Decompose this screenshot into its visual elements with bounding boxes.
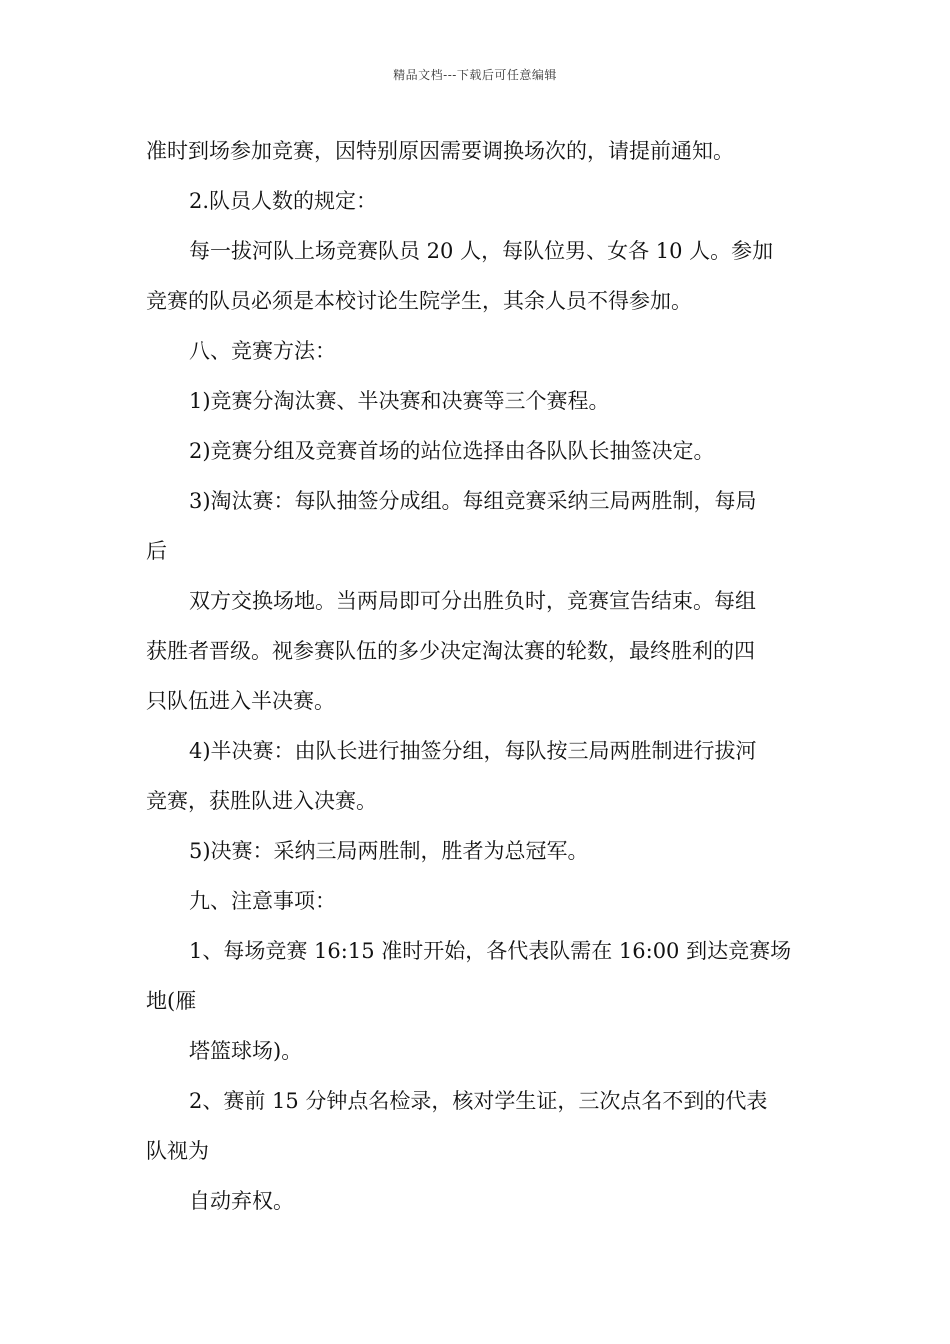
text-line: 竞赛，获胜队进入决赛。: [146, 789, 377, 813]
text-line: 后: [146, 539, 167, 563]
page-header: 精品文档---下载后可任意编辑: [393, 68, 557, 82]
text-line: 只队伍进入半决赛。: [146, 689, 335, 713]
text-line: 每一拔河队上场竞赛队员 20 人，每队位男、女各 10 人。参加: [189, 239, 774, 263]
text-line: 2)竞赛分组及竞赛首场的站位选择由各队队长抽签决定。: [189, 439, 715, 463]
text-line: 2、赛前 15 分钟点名检录，核对学生证，三次点名不到的代表: [189, 1089, 768, 1113]
text-line: 塔篮球场)。: [189, 1039, 303, 1063]
section-heading: 九、注意事项：: [189, 889, 336, 913]
section-heading: 八、竞赛方法：: [189, 339, 336, 363]
text-line: 2.队员人数的规定：: [189, 189, 378, 213]
text-line: 3)淘汰赛：每队抽签分成组。每组竞赛采纳三局两胜制，每局: [189, 489, 757, 513]
text-line: 1)竞赛分淘汰赛、半决赛和决赛等三个赛程。: [189, 389, 610, 413]
text-line: 获胜者晋级。视参赛队伍的多少决定淘汰赛的轮数，最终胜利的四: [146, 639, 755, 663]
text-line: 双方交换场地。当两局即可分出胜负时，竞赛宣告结束。每组: [189, 589, 756, 613]
text-line: 4)半决赛：由队长进行抽签分组，每队按三局两胜制进行拔河: [189, 739, 757, 763]
text-line: 地(雁: [146, 989, 197, 1013]
text-line: 1、每场竞赛 16:15 准时开始，各代表队需在 16:00 到达竞赛场: [189, 939, 792, 963]
text-line: 自动弃权。: [189, 1189, 294, 1213]
text-line: 队视为: [146, 1139, 209, 1163]
text-line: 竞赛的队员必须是本校讨论生院学生，其余人员不得参加。: [146, 289, 692, 313]
text-line: 准时到场参加竞赛，因特别原因需要调换场次的，请提前通知。: [146, 139, 734, 163]
text-line: 5)决赛：采纳三局两胜制，胜者为总冠军。: [189, 839, 589, 863]
